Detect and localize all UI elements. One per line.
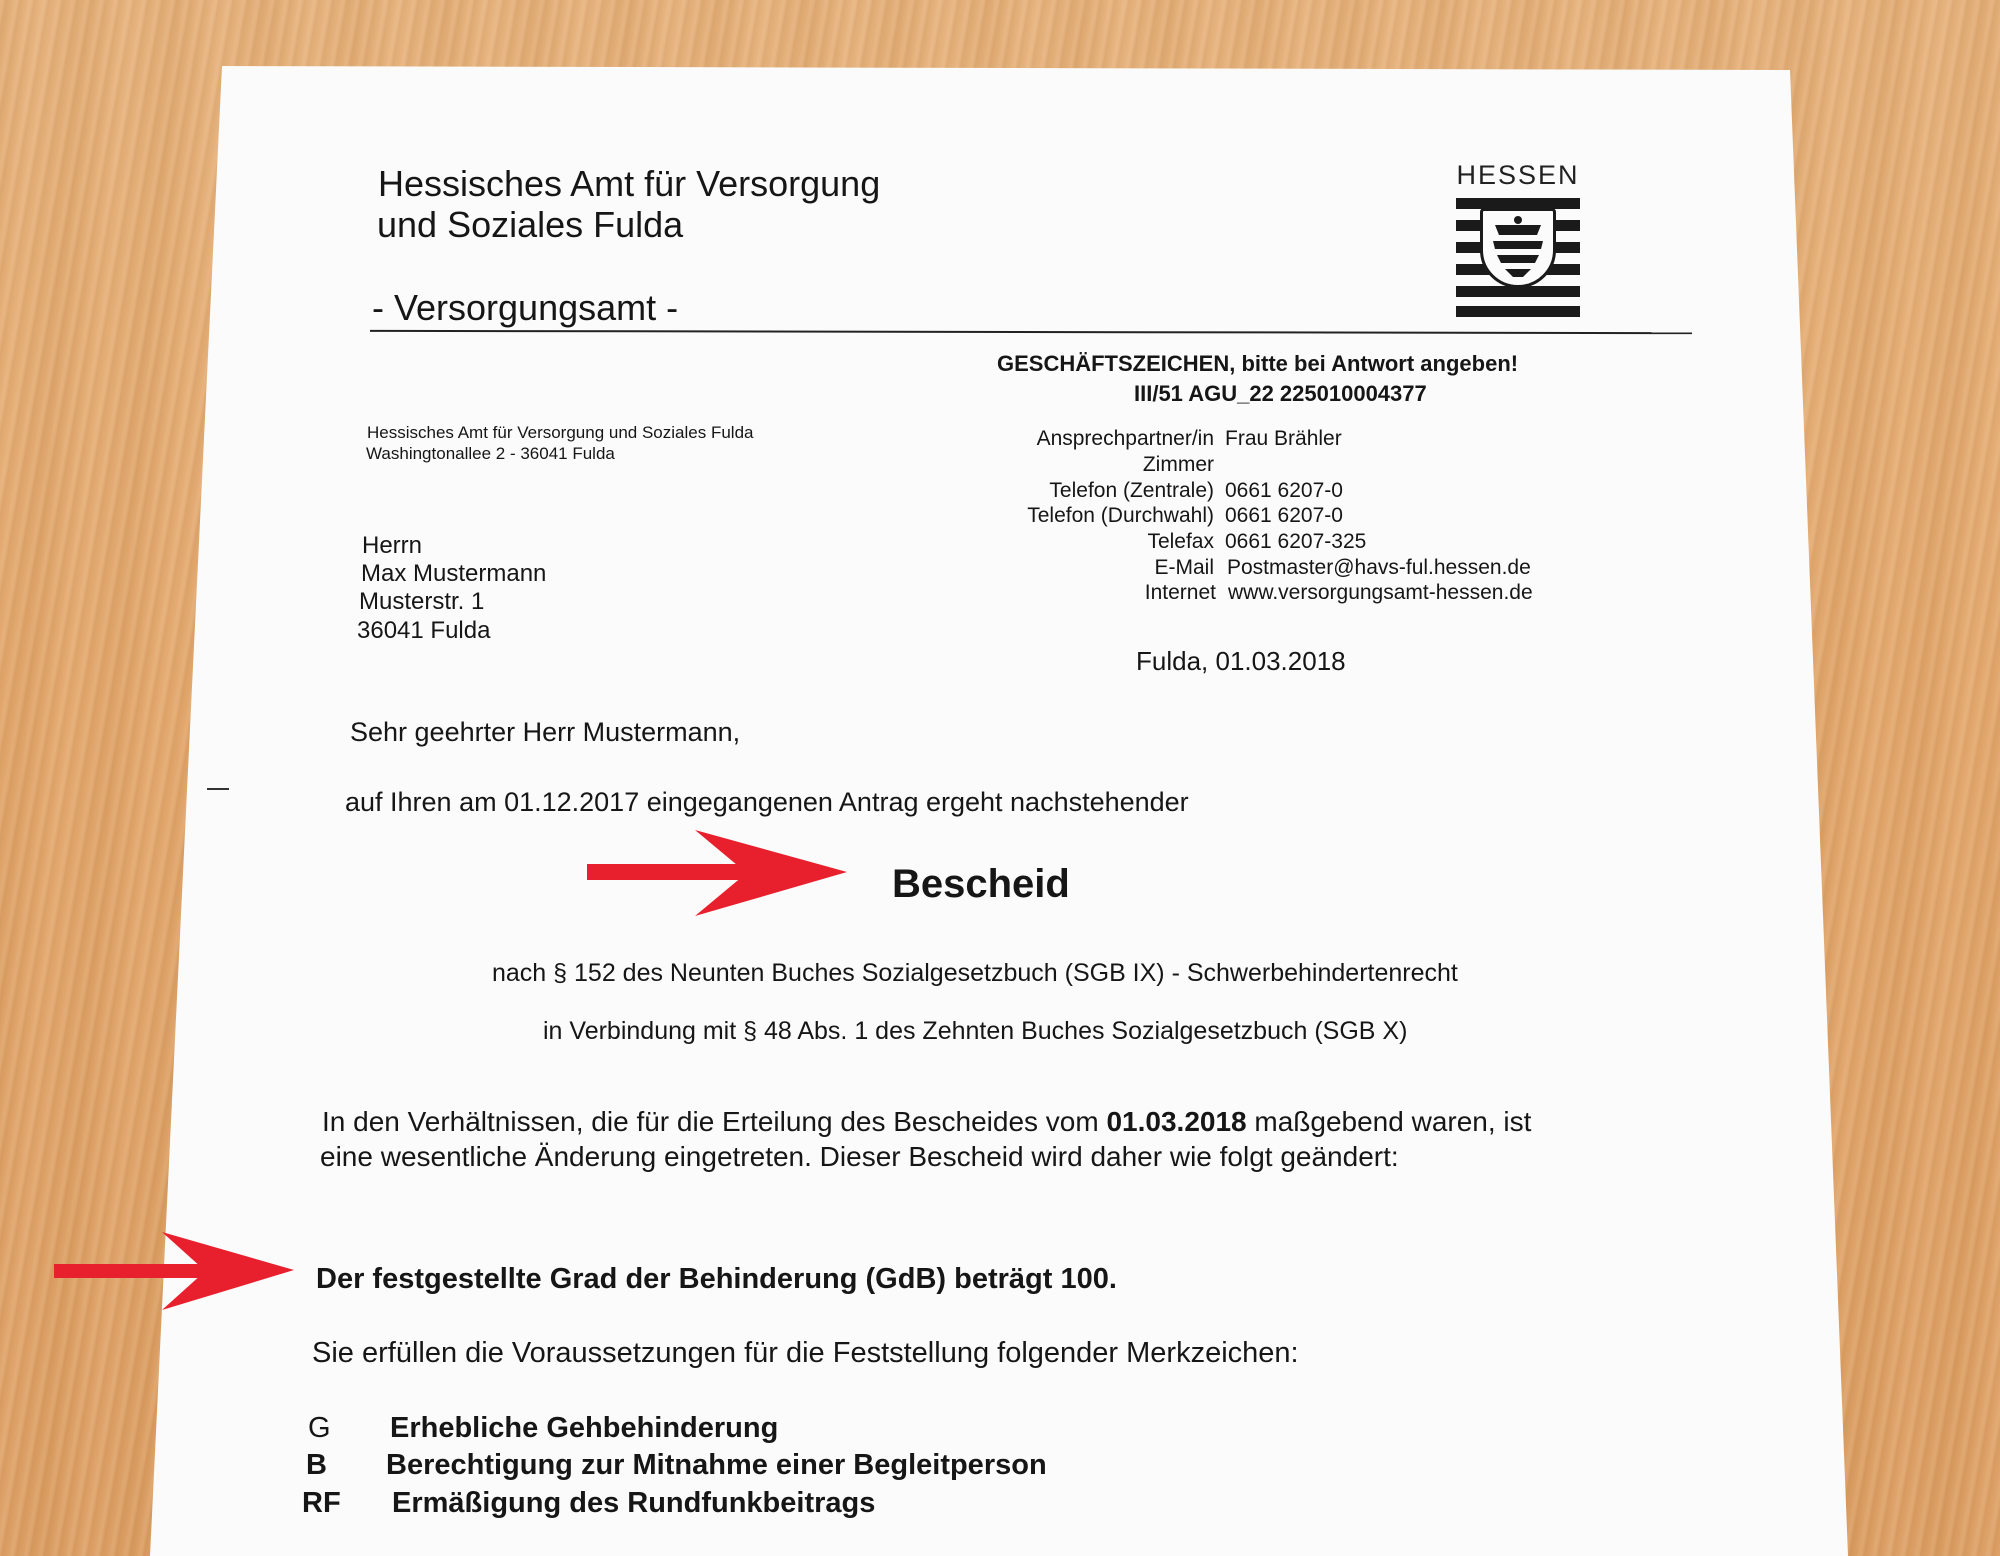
merkzeichen-text: Erhebliche Gehbehinderung xyxy=(390,1412,779,1444)
contact-value: www.versorgungsamt-hessen.de xyxy=(1228,581,1533,604)
red-arrow-icon xyxy=(585,826,855,926)
change-text-start: In den Verhältnissen, die für die Erteilung des Bescheides vom xyxy=(322,1106,1107,1137)
sender-line1: Hessisches Amt für Versorgung und Soziales Fulda xyxy=(367,423,754,442)
contact-label: Internet xyxy=(1144,581,1216,604)
merkzeichen-code: G xyxy=(308,1412,331,1444)
recipient-salutation: Herrn xyxy=(362,532,423,559)
contact-label: Telefon (Zentrale) xyxy=(1049,479,1214,502)
recipient-city: 36041 Fulda xyxy=(357,617,491,644)
merkzeichen-text: Berechtigung zur Mitnahme einer Begleitperson xyxy=(386,1449,1047,1481)
hessen-logo xyxy=(1448,160,1588,320)
contact-label: Telefax xyxy=(1147,530,1214,553)
agency-name-line2: und Soziales Fulda xyxy=(377,204,684,245)
red-arrow-icon xyxy=(52,1228,302,1318)
gdb-statement: Der festgestellte Grad der Behinderung (GdB) beträgt 100. xyxy=(316,1263,1117,1295)
contact-label: Ansprechpartner/in xyxy=(1036,427,1214,450)
contact-value: Postmaster@havs-ful.hessen.de xyxy=(1227,556,1531,579)
merkzeichen-intro: Sie erfüllen die Voraussetzungen für die Feststellung folgender Merkzeichen: xyxy=(312,1337,1299,1369)
recipient-name: Max Mustermann xyxy=(361,560,547,587)
change-date: 01.03.2018 xyxy=(1106,1106,1247,1137)
change-statement-line2: eine wesentliche Änderung eingetreten. Dieser Bescheid wird daher wie folgt geändert: xyxy=(320,1141,1399,1172)
coat-of-arms-icon xyxy=(1480,208,1556,288)
reference-number: III/51 AGU_22 225010004377 xyxy=(1134,381,1427,406)
letter-date: Fulda, 01.03.2018 xyxy=(1136,646,1346,676)
agency-name-line1: Hessisches Amt für Versorgung xyxy=(378,163,881,204)
contact-label: Telefon (Durchwahl) xyxy=(1027,504,1214,527)
merkzeichen-text: Ermäßigung des Rundfunkbeitrags xyxy=(392,1487,876,1519)
agency-subtitle: - Versorgungsamt - xyxy=(372,287,679,328)
intro-line: auf Ihren am 01.12.2017 eingegangenen Antrag ergeht nachstehender xyxy=(345,787,1189,817)
decision-title: Bescheid xyxy=(892,862,1070,906)
margin-mark xyxy=(207,788,229,790)
change-text-end: maßgebend waren, ist xyxy=(1246,1106,1532,1137)
change-statement-line1 xyxy=(322,1108,1531,1136)
contact-value: 0661 6207-0 xyxy=(1225,504,1343,527)
legal-basis-line1: nach § 152 des Neunten Buches Sozialgesetzbuch (SGB IX) - Schwerbehindertenrecht xyxy=(492,959,1458,987)
contact-value: 0661 6207-0 xyxy=(1225,479,1343,502)
recipient-street: Musterstr. 1 xyxy=(359,588,485,615)
reference-heading: GESCHÄFTSZEICHEN, bitte bei Antwort angeben! xyxy=(997,351,1519,376)
sender-line2: Washingtonallee 2 - 36041 Fulda xyxy=(366,444,615,463)
logo-wordmark: HESSEN xyxy=(1456,160,1580,190)
merkzeichen-code: B xyxy=(306,1449,327,1481)
contact-value: 0661 6207-325 xyxy=(1225,530,1367,553)
contact-label: E-Mail xyxy=(1154,556,1214,579)
merkzeichen-code: RF xyxy=(302,1487,341,1519)
contact-value: Frau Brähler xyxy=(1225,427,1342,450)
greeting: Sehr geehrter Herr Mustermann, xyxy=(350,717,741,747)
contact-label: Zimmer xyxy=(1142,453,1214,476)
legal-basis-line2: in Verbindung mit § 48 Abs. 1 des Zehnten Buches Sozialgesetzbuch (SGB X) xyxy=(543,1017,1408,1045)
